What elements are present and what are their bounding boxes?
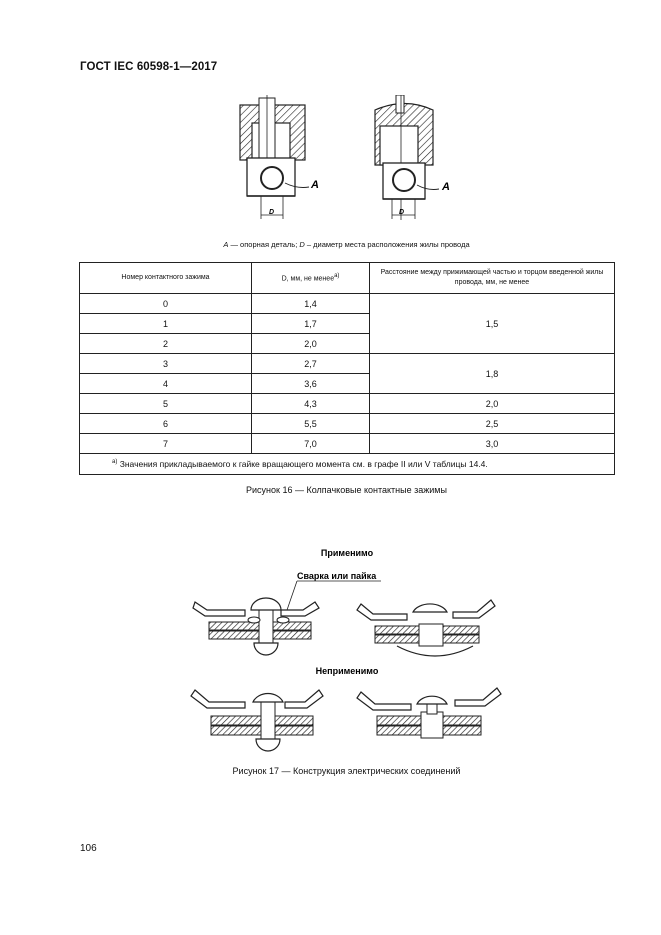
clamp-left-drawing [240, 95, 309, 219]
cell-num: 4 [80, 374, 252, 394]
legend-d-text: – диаметр места расположения жилы провода [304, 240, 470, 249]
cell-num: 7 [80, 434, 252, 454]
legend-d: D [299, 240, 305, 249]
cell-distance: 1,5 [370, 294, 615, 354]
figure-16-legend [80, 240, 613, 249]
document-header: ГОСТ IEC 60598-1—2017 [80, 61, 218, 73]
page-number: 106 [80, 843, 97, 854]
cell-distance: 2,5 [370, 414, 615, 434]
connection-not-allowed-left [191, 690, 323, 751]
connection-not-allowed-right [357, 688, 501, 738]
label-d-left: D [269, 209, 275, 216]
cell-num: 1 [80, 314, 252, 334]
figure-16-caption: Рисунок 16 — Колпачковые контактные зажимы [246, 485, 447, 495]
cell-d: 7,0 [252, 434, 370, 454]
label-not-allowed: Неприменимо [315, 666, 379, 676]
table-row [80, 394, 615, 414]
cell-d: 1,7 [252, 314, 370, 334]
figure-17-caption: Рисунок 17 — Конструкция электрических соединений [232, 766, 461, 776]
table-row [80, 294, 615, 314]
table-header-row [80, 263, 615, 294]
cell-d: 3,6 [252, 374, 370, 394]
table-row [80, 354, 615, 374]
clamp-spec-table [79, 262, 615, 475]
footnote-mark: a) [112, 459, 118, 466]
cell-num: 6 [80, 414, 252, 434]
table-row [80, 414, 615, 434]
cell-num: 2 [80, 334, 252, 354]
header-distance: Расстояние между прижимающей частью и торцом введенной жилы провода, мм, не менее [370, 263, 615, 294]
cell-num: 5 [80, 394, 252, 414]
cell-distance: 1,8 [370, 354, 615, 394]
header-d-label: D, мм, не менее [281, 275, 335, 283]
footnote-text: Значения прикладываемого к гайке вращающего момента см. в графе II или V таблицы 14.4. [117, 459, 488, 469]
table-row [80, 434, 615, 454]
clamp-right-drawing [375, 95, 439, 220]
table-footnote [80, 454, 615, 475]
cell-d: 2,0 [252, 334, 370, 354]
label-allowed: Применимо [320, 548, 374, 558]
cell-distance: 2,0 [370, 394, 615, 414]
header-d [252, 263, 370, 294]
cell-d: 1,4 [252, 294, 370, 314]
figure-17-drawing [185, 540, 515, 758]
legend-a: A [223, 240, 229, 249]
cell-distance: 3,0 [370, 434, 615, 454]
label-a-right: A [442, 181, 450, 193]
cell-d: 5,5 [252, 414, 370, 434]
cell-num: 3 [80, 354, 252, 374]
connection-allowed-welded [193, 598, 319, 655]
figure-16-drawing [225, 95, 475, 225]
table-footnote-row [80, 454, 615, 475]
cell-d: 4,3 [252, 394, 370, 414]
cell-num: 0 [80, 294, 252, 314]
cell-d: 2,7 [252, 354, 370, 374]
header-clamp-number: Номер контактного зажима [80, 263, 252, 294]
connection-allowed [357, 600, 495, 656]
label-weld: Сварка или пайка [297, 571, 377, 581]
header-d-footnote-mark: a) [334, 273, 340, 280]
label-a-left: A [311, 179, 319, 191]
label-d-right: D [399, 209, 405, 216]
legend-a-text: — опорная деталь; [228, 240, 300, 249]
